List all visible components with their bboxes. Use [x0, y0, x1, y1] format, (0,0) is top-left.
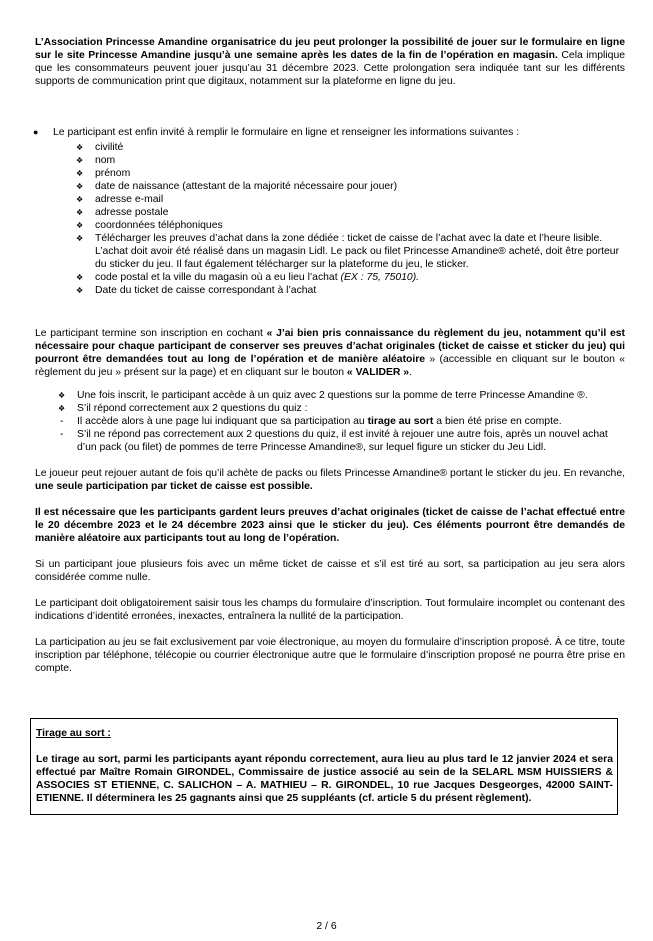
list-item: ❖ Télécharger les preuves d’achat dans la zone dédiée : ticket de caisse de l’achat avec la date et l’heure lisible. L’achat doit avoir été réalisé dans un magasin Lidl. Le pack ou filet Princesse Amandine® acheté, doit être porteur du sticker du jeu. Il faut également télécharger sur la plateforme du jeu, le sticker. — [76, 233, 620, 270]
intro-rest: Cela implique que les consommateurs peuvent jouer jusqu’au 31 décembre 2023. Cette prolongation sera indiquée tant sur les différents supports de communication print que digitaux, notamment sur la plateforme en ligne du jeu. — [35, 50, 625, 87]
four-diamond-icon: ❖ — [76, 182, 84, 191]
list-item: ❖ S’il répond correctement aux 2 questions du quiz : — [58, 403, 308, 414]
list-item: - Il accède alors à une page lui indiquant que sa participation au tirage au sort a bien été prise en compte. — [60, 416, 562, 427]
form-section — [35, 126, 625, 297]
list-item: ❖ code postal et la ville du magasin où a eu lieu l’achat (EX : 75, 75010). — [76, 272, 420, 283]
four-diamond-icon: ❖ — [76, 208, 84, 217]
draw-box — [30, 718, 618, 815]
four-diamond-icon: ❖ — [76, 143, 84, 152]
keep-proof-paragraph: Il est nécessaire que les participants gardent leurs preuves d’achat originales (ticket de caisse de l’achat effectué entre le 20 décembre 2023 et le 24 décembre 2023 ainsi que le sticker du jeu). Ces éléments pourront être demandés de manière aléatoire aux participants tout au long de l’opération. — [35, 507, 625, 544]
form-fields-list — [53, 141, 625, 297]
same-ticket-paragraph: Si un participant joue plusieurs fois avec un même ticket de caisse et s’il est tiré au sort, sa participation au jeu sera alors considérée comme nulle. — [35, 559, 625, 583]
replay-paragraph: Le joueur peut rejouer autant de fois qu’il achète de packs ou filets Princesse Amandine® portant le sticker du jeu. En revanche, une seule participation par ticket de caisse est possible. — [35, 468, 625, 492]
form-lead: Le participant est enfin invité à remplir le formulaire en ligne et renseigner les informations suivantes : — [53, 127, 520, 138]
valider-label: « VALIDER » — [346, 367, 410, 378]
list-item: ❖ adresse postale — [76, 207, 169, 218]
four-diamond-icon: ❖ — [76, 169, 84, 178]
quiz-list — [35, 389, 625, 454]
four-diamond-icon: ❖ — [76, 221, 84, 230]
list-item: ❖ Date du ticket de caisse correspondant à l’achat — [76, 285, 317, 296]
dash-bullet: - — [60, 416, 64, 427]
mandatory-fields-paragraph: Le participant doit obligatoirement saisir tous les champs du formulaire d’inscription. Tout formulaire incomplet ou contenant des indications d’identité erronées, inexactes, entraînera la nullité de la participation. — [35, 598, 625, 622]
postal-example: (EX : 75, 75010). — [340, 272, 420, 283]
four-diamond-icon: ❖ — [58, 404, 66, 413]
list-item: ❖ civilité — [76, 142, 124, 153]
document-body — [35, 36, 625, 675]
four-diamond-icon: ❖ — [58, 391, 66, 400]
list-item: ❖ Une fois inscrit, le participant accède à un quiz avec 2 questions sur la pomme de terre Princesse Amandine ®. — [58, 390, 588, 401]
four-diamond-icon: ❖ — [76, 286, 84, 295]
round-bullet-icon: ● — [33, 127, 39, 137]
electronic-paragraph: La participation au jeu se fait exclusivement par voie électronique, au moyen du formulaire d’inscription proposé. À ce titre, toute inscription par téléphone, télécopie ou courrier électronique autre que le formulaire d’inscription proposé ne pourra être prise en compte. — [35, 637, 625, 674]
terminate-paragraph: Le participant termine son inscription en cochant « J’ai bien pris connaissance du règlement du jeu, notamment qu’il est nécessaire pour chaque participant de conserver ses preuves d’achat originales (ticket de caisse et sticker du jeu) qui pourront être demandées tout au long de l’opération et de manière aléatoire » (accessible en cliquant sur le bouton « règlement du jeu » présent sur la page) et en cliquant sur le bouton « VALIDER ». — [35, 328, 625, 378]
four-diamond-icon: ❖ — [76, 273, 84, 282]
draw-box-body: Le tirage au sort, parmi les participants ayant répondu correctement, aura lieu au plus tard le 12 janvier 2024 et sera effectué par Maître Romain GIRONDEL, Commissaire de justice associé au sein de la SELARL MSM HUISSIERS & ASSOCIES ST ETIENNE, C. SALICHON – A. MATHIEU – R. GIRONDEL, 10 rue Jacques Desgeorges, 42000 SAINT-ETIENNE. Il déterminera les 25 gagnants ainsi que 25 suppléants (cf. article 5 du présent règlement). — [36, 754, 613, 804]
list-item: ❖ prénom — [76, 168, 131, 179]
four-diamond-icon: ❖ — [76, 156, 84, 165]
list-item: ❖ nom — [76, 155, 116, 166]
list-item: - S’il ne répond pas correctement aux 2 questions du quiz, il est invité à rejouer une autre fois, après un nouvel achat d’un pack (ou filet) de pommes de terre Princesse Amandine®, sur lequel figure un sticker du Jeu Lidl. — [60, 429, 608, 453]
dash-bullet: - — [60, 429, 64, 440]
list-item: ❖ date de naissance (attestant de la majorité nécessaire pour jouer) — [76, 181, 398, 192]
four-diamond-icon: ❖ — [76, 195, 84, 204]
form-lead-item — [35, 126, 625, 297]
intro-bold: L’Association Princesse Amandine organisatrice du jeu peut prolonger la possibilité de jouer sur le formulaire en ligne sur le site Princesse Amandine jusqu’à une semaine après les dates de la fin de l’opération en magasin. — [35, 37, 625, 61]
intro-paragraph — [35, 36, 625, 88]
page-number: 2 / 6 — [316, 921, 337, 932]
list-item: ❖ adresse e-mail — [76, 194, 164, 205]
four-diamond-icon: ❖ — [76, 234, 84, 243]
list-item: ❖ coordonnées téléphoniques — [76, 220, 223, 231]
draw-box-title: Tirage au sort : — [36, 728, 111, 739]
